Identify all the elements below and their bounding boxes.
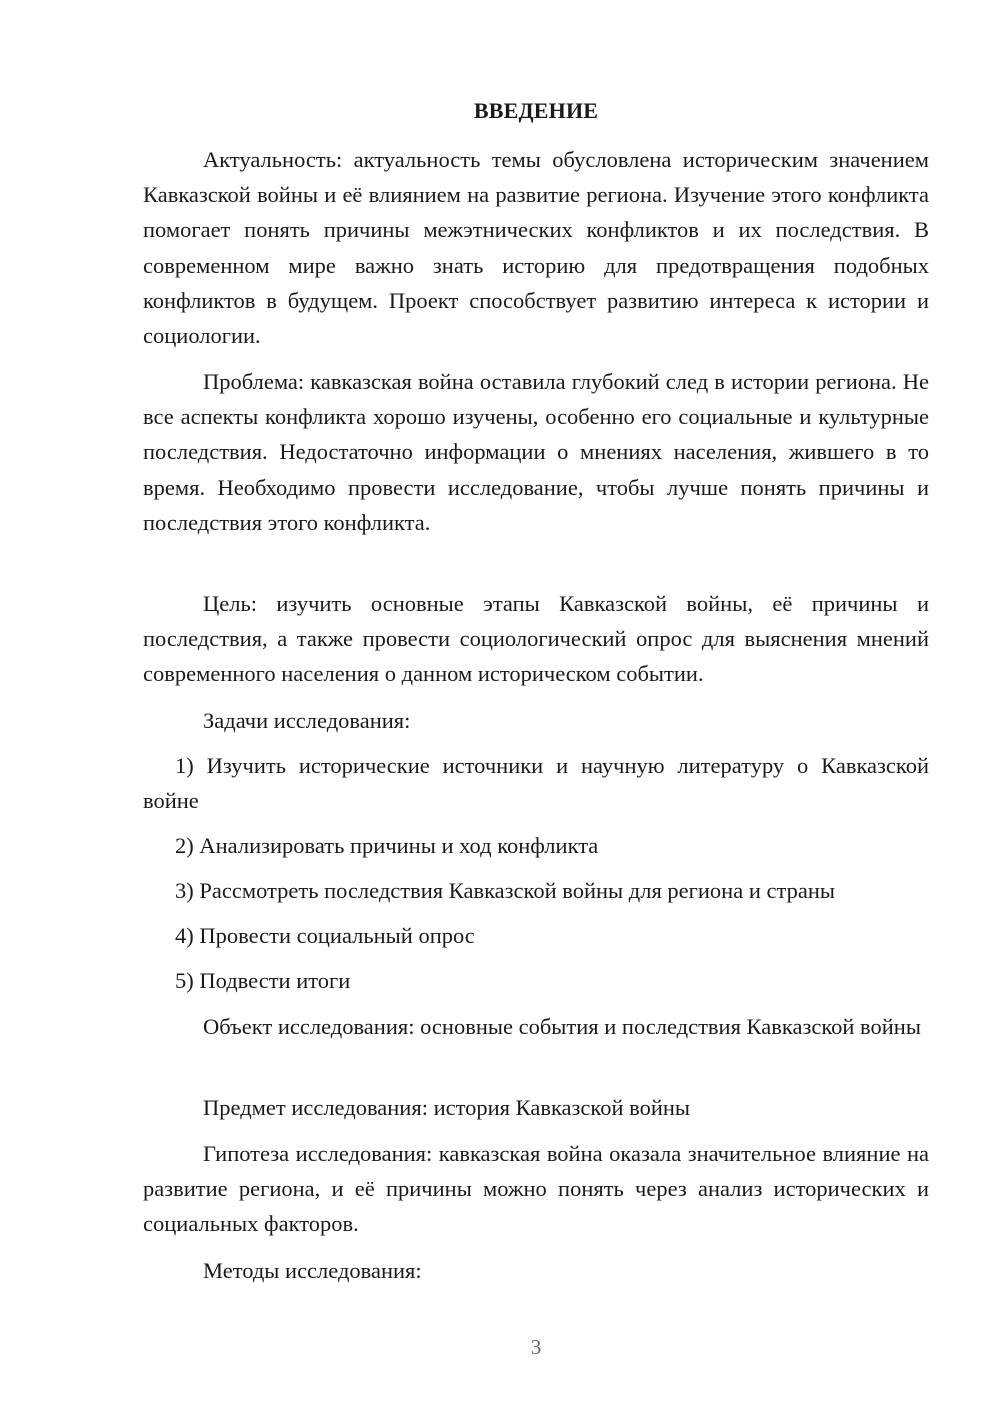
- task-item-2: 2) Анализировать причины и ход конфликта: [175, 833, 599, 858]
- goal-paragraph: Цель: изучить основные этапы Кавказской войны, её причины и последствия, а также провести социологический опрос для выяснения мнений современного населения о данном историческом событии.: [143, 591, 929, 687]
- hypothesis-paragraph: Гипотеза исследования: кавказская война оказала значительное влияние на развитие региона, и её причины можно понять через анализ исторических и социальных факторов.: [143, 1141, 929, 1237]
- tasks-title: Задачи исследования:: [203, 708, 411, 733]
- task-item-4: 4) Провести социальный опрос: [175, 923, 475, 948]
- methods-title: Методы исследования:: [203, 1258, 422, 1283]
- page-title: ВВЕДЕНИЕ: [473, 98, 599, 123]
- relevance-paragraph: Актуальность: актуальность темы обусловлена историческим значением Кавказской войны и её влиянием на развитие региона. Изучение этого конфликта помогает понять причины межэтнических конфликтов и их последствия. В современном мире важно знать историю для предотвращения подобных конфликтов в будущем. Проект способствует развитию интереса к истории и социологии.: [143, 147, 929, 349]
- problem-paragraph: Проблема: кавказская война оставила глубокий след в истории региона. Не все аспекты конфликта хорошо изучены, особенно его социальные и культурные последствия. Недостаточно информации о мнениях населения, жившего в то время. Необходимо провести исследование, чтобы лучше понять причины и последствия этого конфликта.: [143, 369, 929, 535]
- page-number: 3: [530, 1335, 542, 1359]
- task-item-1: 1) Изучить исторические источники и научную литературу о Кавказской войне: [143, 753, 929, 814]
- object-paragraph: Объект исследования: основные события и последствия Кавказской войны: [203, 1014, 921, 1039]
- task-item-5: 5) Подвести итоги: [175, 968, 351, 993]
- subject-paragraph: Предмет исследования: история Кавказской войны: [203, 1095, 691, 1120]
- task-item-3: 3) Рассмотреть последствия Кавказской войны для региона и страны: [175, 878, 835, 903]
